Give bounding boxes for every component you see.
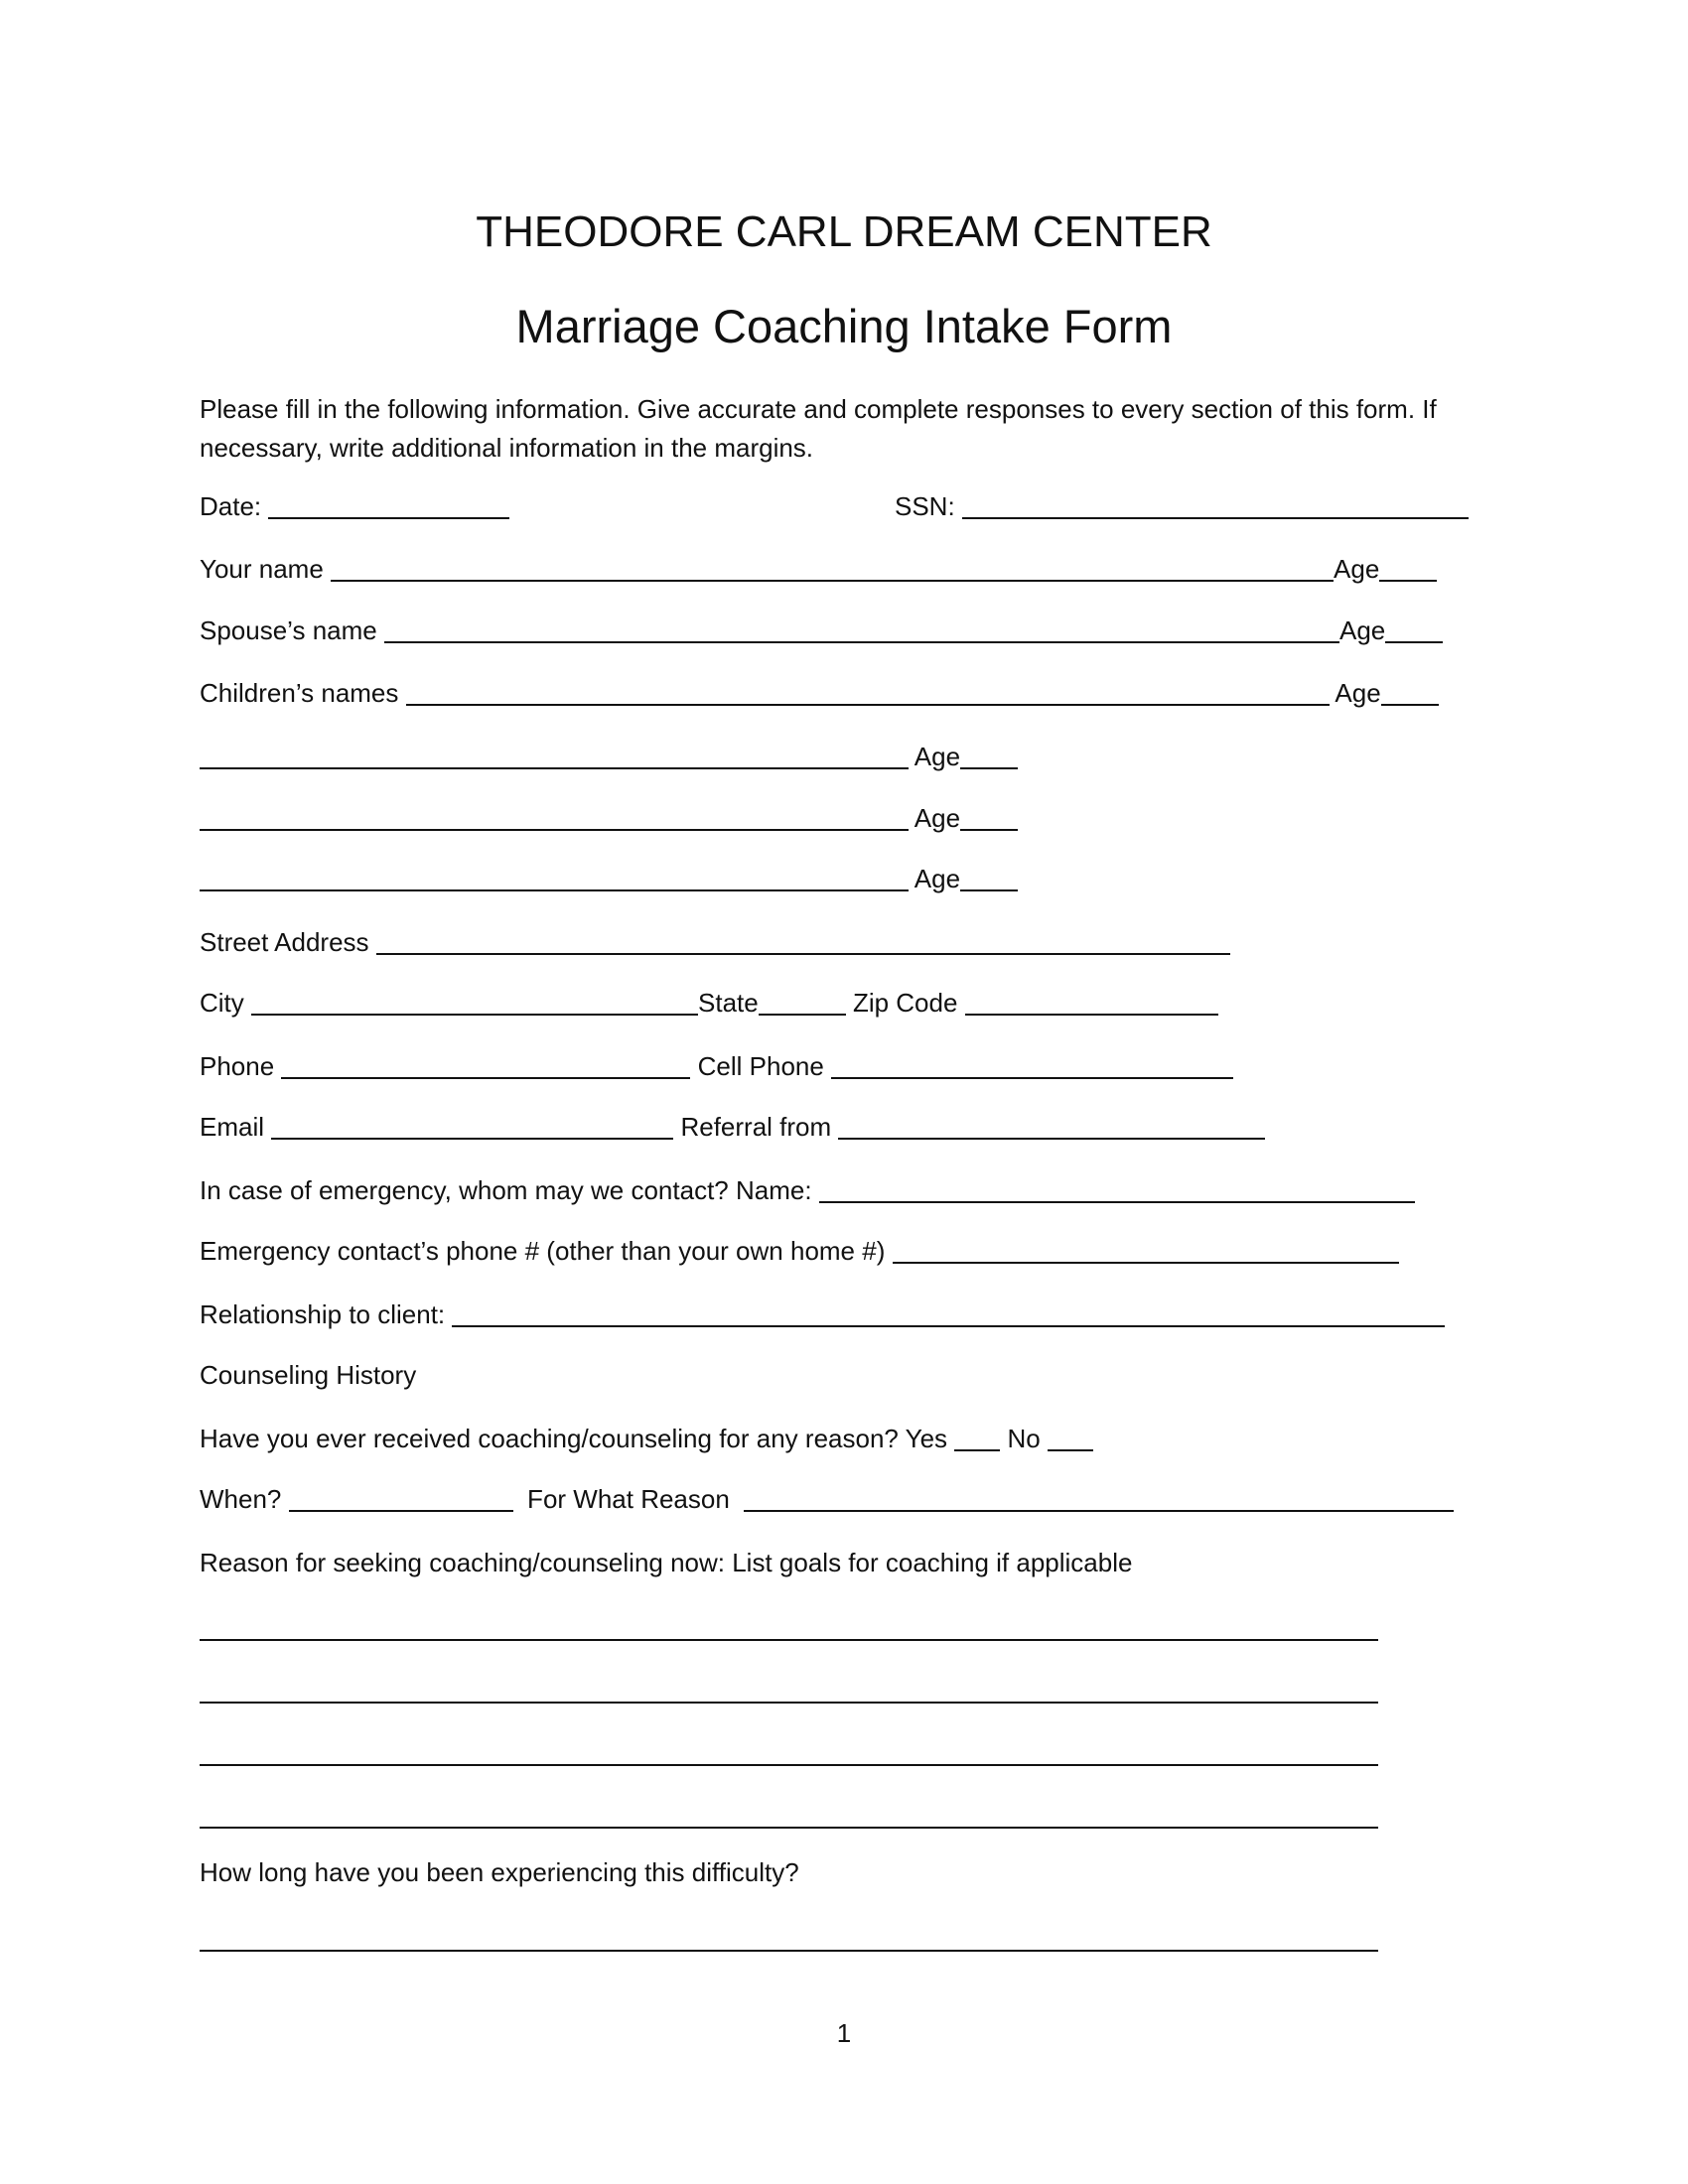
yes-field[interactable]	[954, 1424, 1000, 1451]
child-row	[200, 742, 1018, 771]
emergency-name-field[interactable]	[819, 1175, 1415, 1203]
child-name-field[interactable]	[200, 742, 909, 769]
zip-label: Zip Code	[845, 988, 965, 1018]
city-row	[200, 988, 1218, 1018]
how-long-label: How long have you been experiencing this difficulty?	[200, 1857, 799, 1887]
cell-phone-label: Cell Phone	[690, 1051, 832, 1081]
phone-field[interactable]	[281, 1051, 690, 1079]
age-label: Age	[1329, 678, 1381, 708]
age-label: Age	[909, 864, 961, 893]
phone-label: Phone	[200, 1051, 282, 1081]
spouse-name-field[interactable]	[384, 615, 1339, 643]
no-label: No	[1000, 1424, 1048, 1453]
child-age-field[interactable]	[960, 742, 1018, 769]
child-row	[200, 803, 1018, 833]
received-counseling-label: Have you ever received coaching/counseling for any reason? Yes	[200, 1424, 955, 1453]
email-row	[200, 1112, 1265, 1142]
goals-field[interactable]	[200, 1613, 1378, 1641]
your-age-field[interactable]	[1379, 554, 1437, 582]
goals-line	[200, 1676, 1378, 1706]
date-row	[200, 491, 509, 521]
city-label: City	[200, 988, 251, 1018]
spouse-name-row	[200, 615, 1443, 645]
goals-line	[200, 1738, 1378, 1768]
counseling-history-heading	[200, 1360, 416, 1390]
child-row	[200, 864, 1018, 893]
street-address-field[interactable]	[376, 927, 1230, 955]
page-number: 1	[836, 2018, 852, 2048]
state-label: State	[698, 988, 759, 1018]
children-names-row	[200, 678, 1439, 708]
instructions: Please fill in the following information. Give accurate and complete responses to every section of this form. If necessary, write additional information in the margins.	[200, 394, 1437, 463]
age-label: Age	[1334, 554, 1380, 584]
when-label: When?	[200, 1484, 289, 1514]
city-field[interactable]	[251, 988, 698, 1016]
child-age-field[interactable]	[960, 803, 1018, 831]
your-name-row	[200, 554, 1437, 584]
children-names-label: Children’s names	[200, 678, 406, 708]
your-name-label: Your name	[200, 554, 332, 584]
referral-label: Referral from	[673, 1112, 839, 1142]
email-label: Email	[200, 1112, 272, 1142]
how-long-field[interactable]	[200, 1924, 1378, 1952]
when-row	[200, 1484, 1454, 1514]
date-field[interactable]	[268, 491, 509, 519]
reason-field[interactable]	[744, 1484, 1454, 1512]
street-address-label: Street Address	[200, 927, 376, 957]
child-age-field[interactable]	[1381, 678, 1439, 706]
email-field[interactable]	[271, 1112, 673, 1140]
no-field[interactable]	[1048, 1424, 1093, 1451]
state-field[interactable]	[759, 988, 846, 1016]
spouse-age-field[interactable]	[1385, 615, 1443, 643]
reason-seeking-label: Reason for seeking coaching/counseling now: List goals for coaching if applicable	[200, 1548, 1133, 1577]
child-age-field[interactable]	[960, 864, 1018, 891]
received-counseling-row	[200, 1424, 1093, 1453]
child-name-field[interactable]	[200, 864, 909, 891]
zip-field[interactable]	[965, 988, 1218, 1016]
child-name-field[interactable]	[406, 678, 1330, 706]
emergency-name-label: In case of emergency, whom may we contact? Name:	[200, 1175, 819, 1205]
emergency-name-row	[200, 1175, 1415, 1205]
age-label: Age	[909, 803, 961, 833]
reason-seeking-heading	[200, 1548, 1132, 1577]
age-label: Age	[909, 742, 961, 771]
how-long-heading	[200, 1857, 799, 1887]
phone-row	[200, 1051, 1233, 1081]
goals-field[interactable]	[200, 1801, 1378, 1829]
referral-field[interactable]	[838, 1112, 1265, 1140]
child-name-field[interactable]	[200, 803, 909, 831]
age-label: Age	[1338, 615, 1386, 645]
cell-phone-field[interactable]	[831, 1051, 1233, 1079]
your-name-field[interactable]	[331, 554, 1334, 582]
counseling-history-label: Counseling History	[200, 1360, 417, 1390]
form-title: Marriage Coaching Intake Form	[515, 300, 1173, 352]
street-address-row	[200, 927, 1230, 957]
how-long-line	[200, 1924, 1378, 1954]
goals-line	[200, 1613, 1378, 1643]
organization-name: THEODORE CARL DREAM CENTER	[476, 207, 1212, 256]
relationship-label: Relationship to client:	[200, 1299, 453, 1329]
emergency-phone-row	[200, 1236, 1399, 1266]
relationship-field[interactable]	[452, 1299, 1445, 1327]
date-label: Date:	[200, 491, 269, 521]
when-field[interactable]	[289, 1484, 513, 1512]
emergency-phone-label: Emergency contact’s phone # (other than your own home #)	[200, 1236, 893, 1266]
ssn-row	[895, 491, 1469, 521]
spouse-name-label: Spouse’s name	[200, 615, 384, 645]
for-what-reason-label: For What Reason	[512, 1484, 745, 1514]
ssn-field[interactable]	[962, 491, 1469, 519]
relationship-row	[200, 1299, 1445, 1329]
emergency-phone-field[interactable]	[893, 1236, 1399, 1264]
goals-field[interactable]	[200, 1676, 1378, 1704]
ssn-label: SSN:	[895, 491, 962, 521]
goals-field[interactable]	[200, 1738, 1378, 1766]
goals-line	[200, 1801, 1378, 1831]
